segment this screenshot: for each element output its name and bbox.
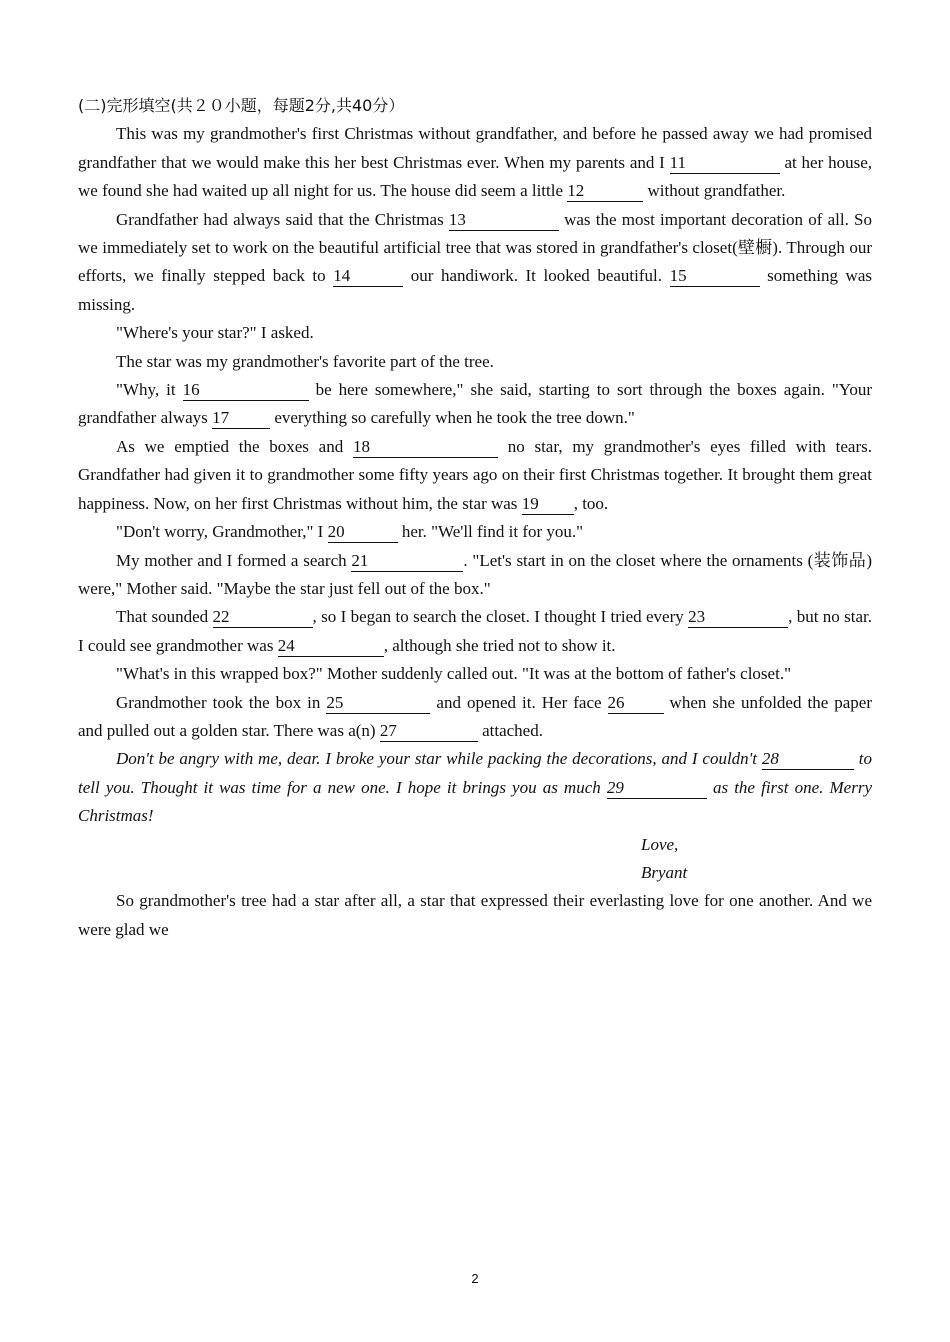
passage-text: , too. (573, 493, 609, 513)
cloze-blank-27: 27 (380, 721, 478, 742)
cloze-blank-22: 22 (213, 607, 313, 628)
passage-text: Don't be angry with me, dear. I broke your star while packing the decorations, and I couldn't (116, 749, 762, 769)
paragraph-p3 (78, 319, 872, 347)
paragraph-p4 (78, 348, 872, 376)
passage-text: "Don't worry, Grandmother," I (116, 522, 328, 542)
passage-text: everything so carefully when he took the tree down." (270, 408, 635, 428)
cloze-blank-15: 15 (670, 266, 760, 287)
letter-signoff: Love, (641, 834, 679, 854)
cloze-blank-25: 25 (326, 693, 430, 714)
passage-text: and opened it. Her face (430, 692, 608, 712)
paragraph-p12 (78, 745, 872, 830)
cloze-blank-16: 16 (183, 380, 309, 401)
paragraph-p10 (78, 660, 872, 688)
passage-text: , but no star. I could see grandmother was (78, 607, 872, 655)
paragraph-p11 (78, 689, 872, 746)
cloze-blank-29: 29 (607, 778, 707, 799)
page-number: 2 (471, 1271, 479, 1286)
cloze-blank-14: 14 (333, 266, 403, 287)
passage-text: at her house, we found she had waited up all night for us. The house did seem a little (78, 152, 872, 201)
cloze-blank-28: 28 (762, 749, 854, 770)
cloze-blank-17: 17 (212, 408, 270, 429)
passage-text: , so I began to search the closet. I thought I tried every (312, 607, 689, 627)
passage-text: , although she tried not to show it. (383, 635, 616, 655)
cloze-blank-26: 26 (608, 693, 664, 714)
passage-text: "Where's your star?" I asked. (116, 323, 314, 343)
passage-text: when she unfolded the paper and pulled out a golden star. There was a(n) (78, 692, 873, 740)
passage-text: Grandfather had always said that the Christmas (116, 209, 449, 229)
paragraph-p2 (78, 206, 872, 320)
passage-text: The star was my grandmother's favorite part of the tree. (116, 351, 494, 371)
cloze-blank-11: 11 (670, 153, 780, 174)
passage-text: . "Let's start in on the closet where the ornaments (装饰品) were," Mother said. "Maybe the star just fell out of the box." (78, 550, 872, 598)
paragraph-p5 (78, 376, 872, 433)
passage-text: her. "We'll find it for you." (397, 522, 584, 542)
passage-text: This was my grandmother's first Christmas without grandfather, and before he passed away we had promised grandfather that we would make this her best Christmas ever. When my parents and I (78, 124, 872, 172)
passage-text: as the first one. Merry Christmas! (78, 777, 872, 826)
passage-text: "What's in this wrapped box?" Mother suddenly called out. "It was at the bottom of father's closet." (116, 664, 792, 684)
cloze-blank-23: 23 (688, 607, 788, 628)
paragraph-p7 (78, 518, 872, 546)
passage-text: was the most important decoration of all. So we immediately set to work on the beautiful artificial tree that was stored in grandfather's closet(壁橱). Through our efforts, we finally stepped back to (78, 209, 873, 286)
cloze-section (78, 92, 872, 944)
cloze-blank-13: 13 (449, 210, 559, 231)
passage-text: to tell you. Thought it was time for a new one. I hope it brings you as much (78, 749, 872, 797)
cloze-blank-12: 12 (567, 181, 643, 202)
cloze-blank-19: 19 (522, 494, 574, 515)
passage-text: attached. (477, 720, 543, 740)
cloze-blank-24: 24 (278, 636, 384, 657)
cloze-blank-21: 21 (351, 551, 463, 572)
passage-text: something was missing. (78, 266, 872, 314)
passage-text: As we emptied the boxes and (116, 436, 353, 456)
paragraph-p9 (78, 603, 872, 660)
cloze-blank-20: 20 (328, 522, 398, 543)
paragraph-p1 (78, 120, 872, 205)
closing-paragraph-container (78, 887, 872, 944)
paragraph-p13 (78, 887, 872, 944)
passage-text: without grandfather. (643, 181, 786, 201)
passage-text: Grandmother took the box in (116, 692, 327, 712)
passage-text: My mother and I formed a search (116, 550, 352, 570)
passage-text: our handiwork. It looked beautiful. (403, 266, 670, 286)
paragraph-p6 (78, 433, 872, 518)
passage-text: So grandmother's tree had a star after all, a star that expressed their everlasting love for one another. And we were glad we (78, 891, 872, 939)
passage-body (78, 120, 872, 830)
section-heading: (二)完形填空(共２０小题，每题2分,共40分） (78, 96, 405, 115)
cloze-blank-18: 18 (353, 437, 498, 458)
letter-signature: Bryant (641, 862, 688, 882)
passage-text: no star, my grandmother's eyes filled with tears. Grandfather had given it to grandmother some fifty years ago on their first Christmas together. It brought them great happiness. Now, on her first Christmas without him, the star was (78, 436, 873, 513)
passage-text: "Why, it (116, 380, 183, 400)
paragraph-p8 (78, 547, 872, 604)
passage-text: That sounded (116, 607, 213, 627)
passage-text: be here somewhere," she said, starting to sort through the boxes again. "Your grandfather always (78, 380, 873, 428)
